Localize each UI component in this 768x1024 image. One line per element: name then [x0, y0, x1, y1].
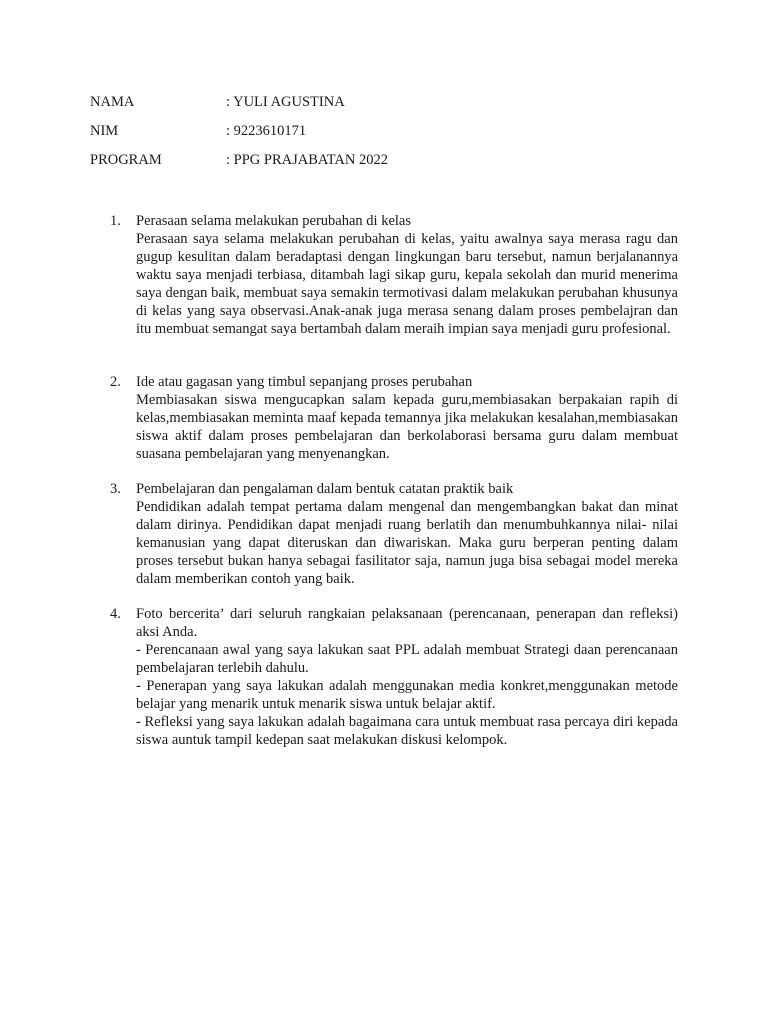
- item-title: Perasaan selama melakukan perubahan di kelas: [136, 213, 411, 229]
- program-label: PROGRAM: [90, 152, 162, 168]
- item-title: Foto bercerita’ dari seluruh rangkaian pelaksanaan (perencanaan, penerapan dan refleksi) aksi Anda.: [136, 606, 678, 640]
- header-row-program: [90, 151, 690, 180]
- item-paragraph: Pendidikan adalah tempat pertama dalam mengenal dan mengembangkan bakat dan minat dalam dirinya. Pendidikan dapat menjadi ruang berlatih dan menumbuhkannya nilai- nilai kemanusian yang dapat diteruskan dan diwariskan. Maka guru berperan penting dalam proses tersebut bukan hanya sebagai fasilitator saja, namun juga bisa sebagai model mereka dalam memberikan contoh yang baik.: [136, 499, 678, 587]
- item-number: 2.: [110, 374, 121, 390]
- item-paragraph: Membiasakan siswa mengucapkan salam kepada guru,membiasakan berpakaian rapih di kelas,membiasakan meminta maaf kepada temannya jika melakukan kesalahan,membiasakan siswa aktif dalam proses pembelajaran dan berkolaborasi bersama guru dalam membuat suasana pembelajaran yang menyenangkan.: [136, 392, 678, 462]
- item-paragraph: Perasaan saya selama melakukan perubahan di kelas, yaitu awalnya saya merasa ragu dan gugup kesulitan dalam beradaptasi dengan lingkungan baru tersebut, namun berjalanannya waktu saya menjadi terbiasa, ditambah lagi sikap guru, kepala sekolah dan murid menerima saya dengan baik, membuat saya semakin termotivasi dalam melakukan perubahan khusunya di kelas yang saya observasi.Anak-anak juga merasa senang dalam proses pembelajran dan itu membuat semangat saya bertambah dalam meraih impian saya menjadi guru profesional.: [136, 231, 678, 337]
- item-body: [136, 212, 678, 338]
- item-number: 1.: [110, 213, 121, 229]
- identity-header: [90, 93, 690, 180]
- item-title: Pembelajaran dan pengalaman dalam bentuk catatan praktik baik: [136, 481, 514, 497]
- item-number: 3.: [110, 481, 121, 497]
- header-row-nama: [90, 93, 690, 122]
- name-label: NAMA: [90, 94, 135, 110]
- item-line-planning: - Perencanaan awal yang saya lakukan saat PPL adalah membuat Strategi daan perencanaan pembelajaran terlebih dahulu.: [136, 642, 678, 676]
- item-title: Ide atau gagasan yang timbul sepanjang proses perubahan: [136, 374, 473, 390]
- item-line-reflection: - Refleksi yang saya lakukan adalah bagaimana cara untuk membuat rasa percaya diri kepada siswa auntuk tampil kedepan saat melakukan diskusi kelompok.: [136, 714, 678, 748]
- item-number: 4.: [110, 606, 121, 622]
- nim-value: : 9223610171: [226, 123, 307, 139]
- item-body: [136, 373, 678, 463]
- nim-label: NIM: [90, 123, 119, 139]
- item-body: [136, 480, 678, 588]
- item-line-implementation: - Penerapan yang saya lakukan adalah menggunakan media konkret,menggunakan metode belajar yang menarik untuk menarik siswa untuk belajar aktif.: [136, 678, 678, 712]
- program-value: : PPG PRAJABATAN 2022: [226, 152, 388, 168]
- header-row-nim: [90, 122, 690, 151]
- item-body: [136, 605, 678, 749]
- name-value: : YULI AGUSTINA: [226, 94, 345, 110]
